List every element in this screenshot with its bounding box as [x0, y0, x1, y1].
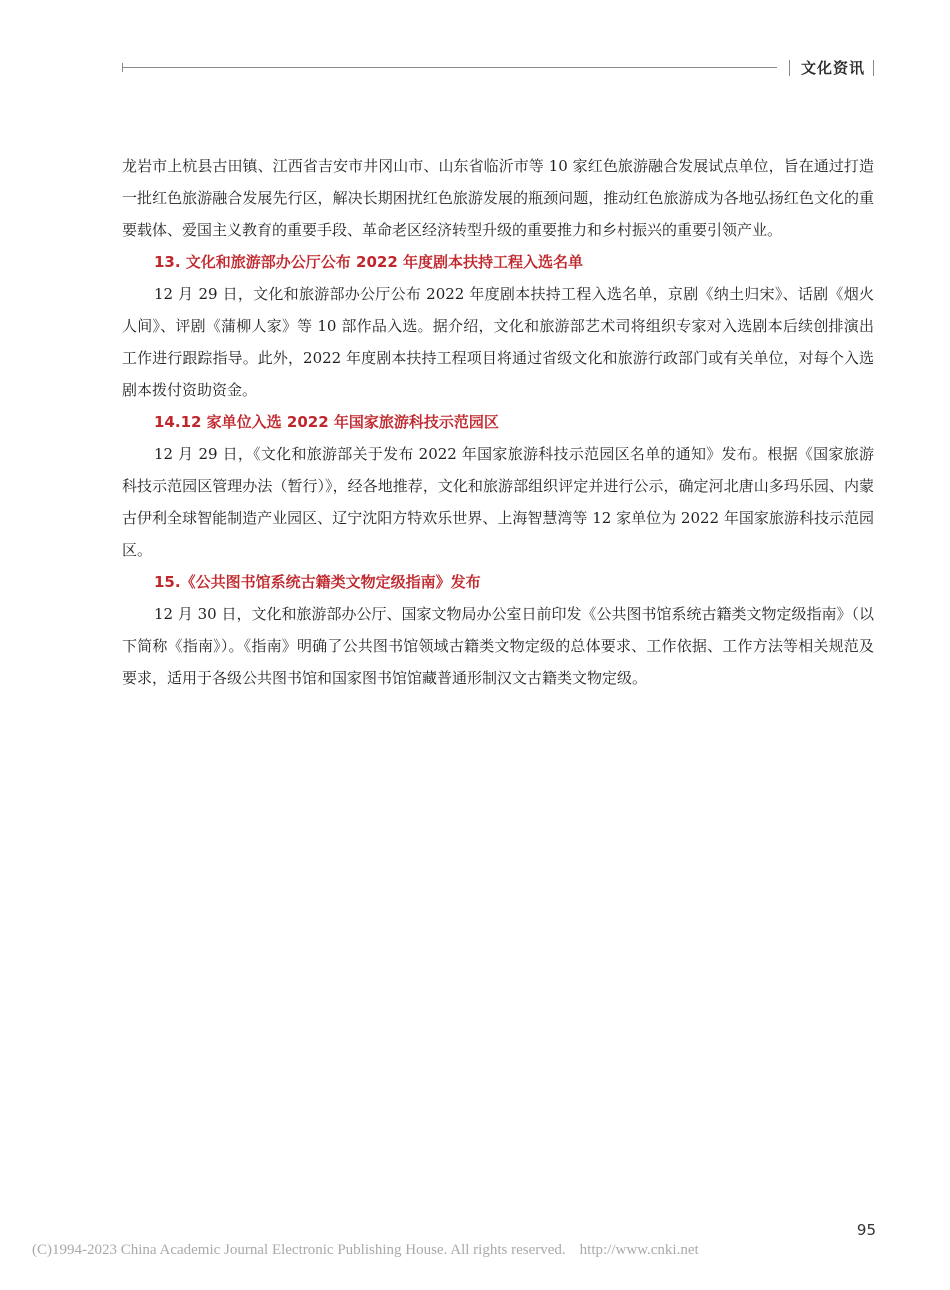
- item-heading-15: 15.《公共图书馆系统古籍类文物定级指南》发布: [154, 573, 481, 591]
- article-content: [122, 150, 874, 694]
- item-body-14: 12 月 29 日，《文化和旅游部关于发布 2022 年国家旅游科技示范园区名单的通知》发布。根据《国家旅游科技示范园区管理办法（暂行）》，经各地推荐，文化和旅游部组织评定并进行公示，确定河北唐山多玛乐园、内蒙古伊利全球智能制造产业园区、辽宁沈阳方特欢乐世界、上海智慧湾等 12 家单位为 2022 年国家旅游科技示范园区。: [122, 445, 874, 559]
- item-body-13: 12 月 29 日，文化和旅游部办公厅公布 2022 年度剧本扶持工程入选名单，京剧《纳土归宋》、话剧《烟火人间》、评剧《蒲柳人家》等 10 部作品入选。据介绍，文化和旅游部艺术司将组织专家对入选剧本后续创排演出工作进行跟踪指导。此外，2022 年度剧本扶持工程项目将通过省级文化和旅游行政部门或有关单位，对每个入选剧本拨付资助资金。: [122, 285, 874, 399]
- section-title: 文化资讯: [800, 59, 865, 77]
- page-number: 95: [856, 1221, 876, 1239]
- item-body-15: 12 月 30 日，文化和旅游部办公厅、国家文物局办公室日前印发《公共图书馆系统古籍类文物定级指南》（以下简称《指南》）。《指南》明确了公共图书馆领域古籍类文物定级的总体要求、工作依据、工作方法等相关规范及要求，适用于各级公共图书馆和国家图书馆馆藏普通形制汉文古籍类文物定级。: [122, 605, 874, 687]
- item-heading-14: 14.12 家单位入选 2022 年国家旅游科技示范园区: [154, 413, 499, 431]
- header-divider-right: [873, 60, 874, 76]
- header-rule: [122, 67, 777, 68]
- copyright-text: (C)1994-2023 China Academic Journal Electronic Publishing House. All rights reserved.: [32, 1242, 566, 1258]
- intro-paragraph: 龙岩市上杭县古田镇、江西省吉安市井冈山市、山东省临沂市等 10 家红色旅游融合发展试点单位，旨在通过打造一批红色旅游融合发展先行区，解决长期困扰红色旅游发展的瓶颈问题，推动红色旅游成为各地弘扬红色文化的重要载体、爱国主义教育的重要手段、革命老区经济转型升级的重要推力和乡村振兴的重要引领产业。: [122, 157, 874, 239]
- item-heading-13: 13. 文化和旅游部办公厅公布 2022 年度剧本扶持工程入选名单: [154, 253, 583, 271]
- copyright-footer: [32, 1242, 932, 1259]
- footer-url[interactable]: http://www.cnki.net: [579, 1242, 699, 1258]
- header-divider-left: [789, 60, 790, 76]
- page-header: [0, 0, 950, 100]
